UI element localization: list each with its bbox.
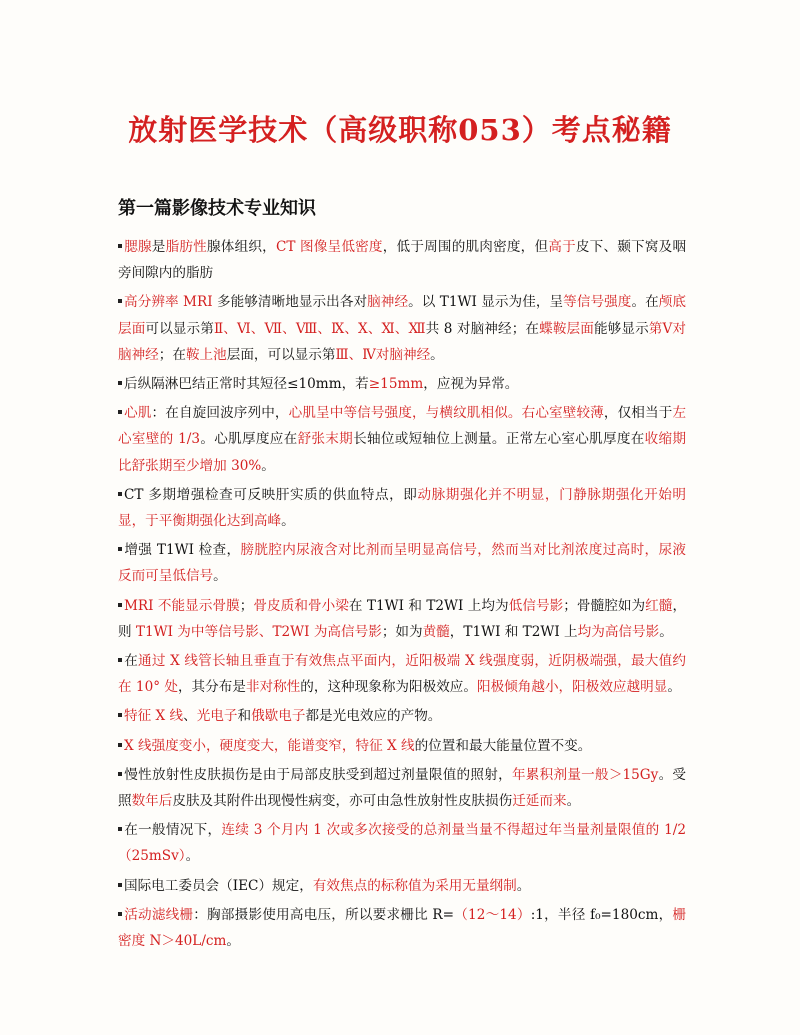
bullet-paragraph [118,762,686,814]
bullet-icon [118,827,122,831]
body-text: 的，这种现象称为阳极效应。 [300,679,477,696]
bullet-paragraph [118,482,686,534]
body-text: ； [239,597,254,614]
highlighted-text: 低信号影 [508,597,564,614]
body-text: 。受照 [118,766,687,810]
section-heading: 第一篇影像技术专业知识 [118,198,316,219]
bullet-paragraph [118,902,686,954]
bullet-paragraph [118,817,686,869]
body-text: 是 [151,239,166,255]
body-text: 。 [226,933,240,950]
body-text: 在 [124,653,139,670]
highlighted-text: 黄髓 [422,623,450,640]
body-text: 。 [430,346,444,363]
bullet-icon [118,772,122,776]
highlighted-text: 第Ⅴ对脑神经 [118,320,687,363]
highlighted-text: 高分辨率 MRI [124,294,213,311]
body-text: ；如为 [381,623,423,640]
body-text: 层面，可以显示第 [226,346,336,363]
body-text: 能够显示 [593,320,649,337]
highlighted-text: 舒张末期 [297,431,354,448]
body-text: ：在自旋回波序列中， [151,405,289,422]
bullet-paragraph [118,400,686,479]
bullet-icon [118,492,122,496]
body-text: 。 [261,457,275,474]
highlighted-text: 通过 X 线管长轴且垂直于有效焦点平面内，近阳极端 X 线强度弱，近阴极端强，最大值约在 10° 处 [118,653,686,696]
bullet-paragraph [118,593,686,645]
body-text: 都是光电效应的产物。 [305,708,442,725]
content-body [118,234,686,957]
highlighted-text: 年累积剂量一般＞15Gy [511,766,659,783]
body-text: ，则 [118,597,687,640]
highlighted-text: 光电子 [196,708,238,725]
highlighted-text: 颅底层面 [118,294,687,337]
highlighted-text: T1WI 为中等信号影、T2WI 为高信号影 [135,623,382,640]
bullet-paragraph [118,648,686,700]
highlighted-text: 脂肪性 [165,239,207,255]
body-text: 可以显示第 [145,320,214,337]
body-text: 。 [566,793,581,810]
body-text: ，应视为异常。 [423,376,519,393]
body-text: ，T1WI 和 T2WI 上 [449,623,578,640]
body-text: 慢性放射性皮肤损伤是由于局部皮肤受到超过剂量限值的照射， [124,766,512,783]
highlighted-text: 膀胱腔内尿液含对比剂而呈明显高信号，然而当对比剂浓度过高时，尿液反而可呈低信号 [118,542,686,585]
highlighted-text: 心肌 [124,405,152,422]
highlighted-text: 均为高信号影 [577,623,660,640]
bullet-paragraph [118,703,686,729]
body-text: 皮肤及其附件出现慢性病变，亦可由急性放射性皮肤损伤 [172,793,513,810]
body-text: 在一般情况下， [124,822,222,839]
body-text: 长轴位或短轴位上测量。正常左心室心肌厚度在 [353,431,645,448]
body-text: 、 [183,708,197,725]
highlighted-text: 腮腺 [124,239,152,255]
body-text: ：胸部摄影使用高电压，所以要求栅比 R= [193,906,455,923]
body-text: ；在 [158,346,186,363]
highlighted-text: 阳极倾角越小，阳极效应越明显 [477,679,668,696]
body-text: ，其分布是 [177,679,246,696]
highlighted-text: 栅密度 N＞40L/cm [118,906,686,950]
body-text: :1，半径 f₀=180cm， [530,906,673,923]
highlighted-text: Ⅲ、Ⅳ对脑神经 [335,346,431,363]
highlighted-text: 收缩期比舒张期至少增加 30% [118,431,687,474]
highlighted-text: MRI 不能显示骨膜 [124,597,240,614]
bullet-icon [118,713,122,717]
bullet-paragraph [118,733,686,759]
body-text: 。 [281,513,295,530]
body-text: 的位置和最大能量位置不变。 [414,737,592,754]
body-text: 多能够清晰地显示出各对 [212,294,368,311]
highlighted-text: CT 图像呈低密度 [275,239,383,255]
highlighted-text: 等信号强度 [563,294,632,311]
body-text: 。 [213,568,227,585]
highlighted-text: X 线强度变小，硬度变大，能谱变窄，特征 X 线 [124,737,415,754]
highlighted-text: 特征 X 线 [124,708,184,725]
bullet-icon [118,603,122,607]
bullet-icon [118,381,122,385]
body-text: 。 [659,623,673,640]
body-text: 共 8 对脑神经；在 [425,320,540,337]
body-text: 。心肌厚度应在 [200,431,298,448]
body-text: 腺体组织， [206,239,276,255]
body-text: 和 [237,708,252,725]
bullet-icon [118,410,122,414]
body-text: ；骨髓腔如为 [563,597,646,614]
highlighted-text: 迁延而来 [512,793,567,810]
highlighted-text: 数年后 [131,793,173,810]
highlighted-text: 有效焦点的标称值为采用无量纲制 [312,877,517,894]
body-text: 增强 T1WI 检查， [124,542,241,559]
body-text: 。在 [631,294,659,311]
highlighted-text: 蝶鞍层面 [539,320,594,337]
document-title: 放射医学技术（高级职称053）考点秘籍 [128,113,672,147]
bullet-icon [118,912,122,916]
bullet-icon [118,299,122,303]
highlighted-text: 心肌呈中等信号强度，与横纹肌相似。右心室壁较薄 [288,405,604,422]
bullet-paragraph [118,234,686,286]
body-text: 。以 T1WI 显示为佳，呈 [408,294,564,311]
highlighted-text: 鞍上池 [185,346,227,363]
body-text: 。 [516,877,531,894]
highlighted-text: ≥15mm [368,376,424,393]
highlighted-text: 脑神经 [367,294,409,311]
bullet-icon [118,547,122,551]
highlighted-text: 骨皮质和骨小梁 [253,597,349,614]
bullet-icon [118,244,122,248]
highlighted-text: 连续 3 个月内 1 次或多次接受的总剂量当量不得超过年当量剂量限值的 1/2（25mSv） [118,822,687,865]
bullet-paragraph [118,289,686,368]
body-text: 。 [185,848,200,865]
bullet-icon [118,658,122,662]
body-text: 后纵隔淋巴结正常时其短径≤10mm，若 [124,376,369,393]
body-text: 国际电工委员会（IEC）规定， [124,877,313,894]
body-text: 皮下、颞下窝及咽旁间隙内的脂肪 [118,239,687,282]
highlighted-text: 高于 [548,239,576,255]
bullet-paragraph [118,371,686,397]
body-text: CT 多期增强检查可反映肝实质的供血特点，即 [124,486,418,503]
body-text: ，仅相当于 [603,405,673,422]
highlighted-text: Ⅱ、Ⅵ、Ⅶ、Ⅷ、Ⅸ、Ⅹ、Ⅺ、Ⅻ [213,320,426,337]
highlighted-text: （12～14） [454,906,531,923]
bullet-icon [118,883,122,887]
highlighted-text: 非对称性 [245,679,301,696]
highlighted-text: 活动滤线栅 [124,906,194,923]
body-text: 在 T1WI 和 T2WI 上均为 [348,597,509,614]
body-text: ，低于周围的肌肉密度，但 [382,239,549,255]
bullet-icon [118,743,122,747]
highlighted-text: 红髓 [645,597,673,614]
highlighted-text: 俄歇电子 [251,708,306,725]
bullet-paragraph [118,537,686,589]
highlighted-text: 左心室壁的 1/3 [118,405,687,448]
bullet-paragraph [118,873,686,899]
body-text: 。 [667,679,681,696]
highlighted-text: 动脉期强化并不明显，门静脉期强化开始明显，于平衡期强化达到高峰 [118,486,686,530]
